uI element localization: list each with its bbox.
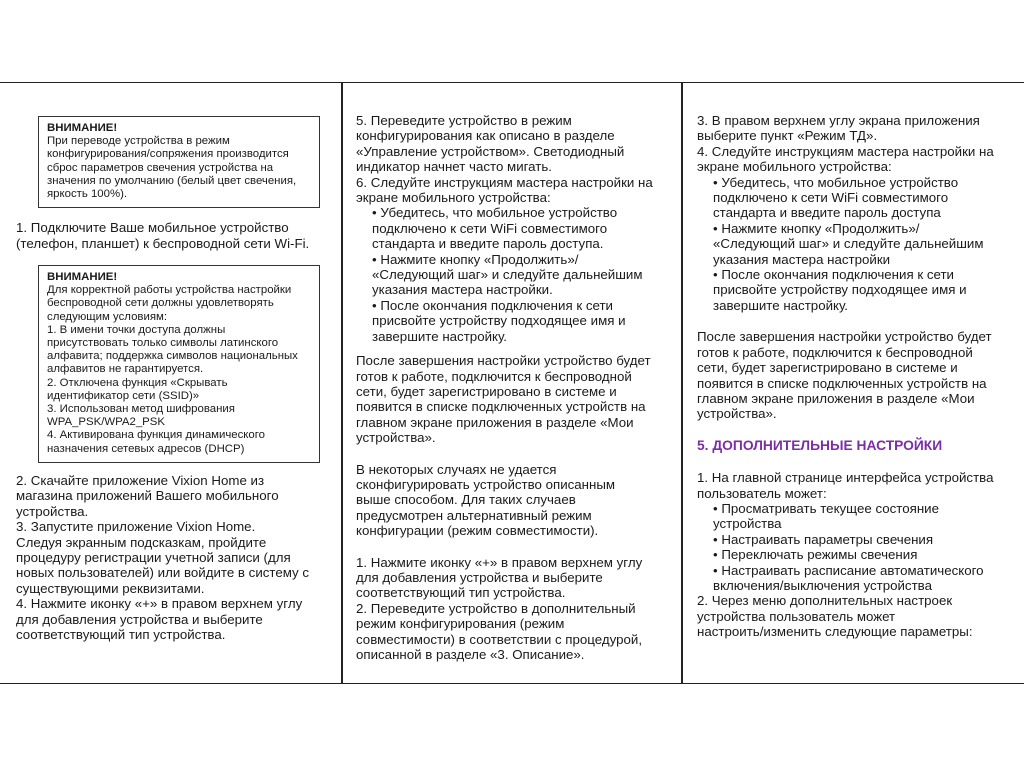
text-line: стандарта и введите пароль доступа.	[372, 236, 604, 252]
text-line: 1. На главной странице интерфейса устройства	[697, 470, 994, 486]
text-line: сети, будет зарегистрировано в системе и	[356, 383, 617, 399]
text-line: описанной в разделе «3. Описание».	[356, 647, 585, 662]
text-line: экране мобильного устройства:	[356, 190, 551, 206]
text-line: • Убедитесь, что мобильное устройство	[372, 205, 618, 221]
text-line: После завершения настройки устройство будет	[356, 353, 651, 369]
text-line: 1. Подключите Ваше мобильное устройство	[16, 220, 289, 236]
text-line: настроить/изменить следующие параметры:	[697, 624, 973, 640]
wizard-bullets	[356, 205, 678, 344]
text-line: стандарта и введите пароль доступа	[713, 205, 941, 221]
text-line: WPA_PSK/WPA2_PSK	[47, 416, 165, 429]
text-line: • После окончания подключения к сети	[713, 267, 954, 283]
compat-intro	[356, 462, 678, 539]
text-line: устройства пользователь может	[697, 608, 896, 624]
text-line: соответствующий тип устройства.	[356, 585, 566, 601]
text-line: • Нажмите кнопку «Продолжить»/	[372, 251, 579, 267]
warning-box-1	[38, 116, 320, 208]
text-line: завершите настройку.	[372, 328, 507, 344]
text-line: Следуя экранным подсказкам, пройдите	[16, 534, 267, 550]
text-line: подключено к сети WiFi совместимого	[372, 220, 608, 236]
text-line: конфигурирования/сопряжения производится	[47, 148, 289, 161]
text-line: присутствовать только символы латинского	[47, 337, 279, 350]
text-line: 5. Переведите устройство в режим	[356, 113, 572, 128]
text-line: «Управление устройством». Светодиодный	[356, 143, 625, 159]
extra-settings-bullets	[697, 501, 1019, 593]
text-line: алфавитов не гарантируется.	[47, 363, 204, 376]
text-line: • Переключать режимы свечения	[713, 547, 918, 563]
text-line: 1. Нажмите иконку «+» в правом верхнем углу	[356, 554, 643, 570]
text-line: устройства.	[16, 503, 89, 519]
column-3	[697, 83, 1019, 640]
text-line: соответствующий тип устройства.	[16, 626, 226, 642]
column-divider	[681, 83, 683, 683]
wizard-bullets	[697, 175, 1019, 314]
text-line: указания мастера настройки.	[372, 282, 553, 298]
text-line: яркость 100%).	[47, 188, 128, 201]
text-line: предусмотрен альтернативный режим	[356, 507, 592, 523]
text-line: назначения сетевых адресов (DHCP)	[47, 442, 245, 455]
text-line: 2. Через меню дополнительных настроек	[697, 593, 953, 609]
text-line: алфавита; поддержка символов национальных	[47, 350, 298, 363]
steps-5-6	[356, 113, 678, 205]
text-line: новых пользователей) или войдите в систему с	[16, 565, 310, 581]
text-line: завершите настройку.	[713, 297, 848, 313]
text-line: включения/выключения устройства	[713, 577, 932, 593]
text-line: индикатор начнет часто мигать.	[356, 159, 552, 175]
text-line: присвойте устройству подходящее имя и	[713, 282, 967, 298]
column-1	[16, 83, 338, 642]
text-line: 2. Скачайте приложение Vixion Home из	[16, 472, 265, 488]
text-line: выше способом. Для таких случаев	[356, 492, 576, 508]
column-2	[356, 83, 678, 662]
text-line: (телефон, планшет) к беспроводной сети Wi-Fi.	[16, 235, 310, 251]
text-line: 3. Запустите приложение Vixion Home.	[16, 519, 256, 535]
text-line: следующим условиям:	[47, 310, 167, 323]
text-line: беспроводной сети должны удовлетворять	[47, 297, 274, 310]
text-line: совместимости) в соответствии с процедурой,	[356, 631, 643, 647]
text-line: • Настраивать расписание автоматического	[713, 562, 984, 578]
text-line: устройства	[713, 516, 782, 532]
text-line: «Следующий шаг» и следуйте дальнейшим	[372, 267, 643, 283]
text-line: устройства».	[356, 430, 436, 446]
text-line: главном экране приложения в разделе «Мои	[697, 390, 975, 406]
warning-box-2	[38, 265, 320, 463]
text-line: 2. Переведите устройство в дополнительный	[356, 600, 636, 616]
warning-text	[47, 284, 311, 456]
warning-title: ВНИМАНИЕ!	[47, 122, 118, 134]
completion-text	[697, 329, 1019, 421]
text-line: 4. Нажмите иконку «+» в правом верхнем углу	[16, 596, 303, 612]
text-line: 1. В имени точки доступа должны	[47, 323, 226, 336]
manual-page	[0, 82, 1024, 684]
text-line: сброс параметров свечения устройства на	[47, 161, 274, 174]
section-heading: 5. ДОПОЛНИТЕЛЬНЫЕ НАСТРОЙКИ	[697, 437, 943, 453]
text-line: процедуру регистрации учетной записи (для	[16, 549, 291, 565]
text-line: значения по умолчанию (белый цвет свечения,	[47, 174, 297, 187]
steps-2-4	[16, 473, 338, 642]
text-line: • Нажмите кнопку «Продолжить»/	[713, 220, 920, 236]
text-line: пользователь может:	[697, 485, 827, 501]
text-line: устройства».	[697, 406, 777, 422]
text-line: В некоторых случаях не удается	[356, 461, 557, 477]
text-line: главном экране приложения в разделе «Мои	[356, 414, 634, 430]
text-line: для добавления устройства и выберите	[356, 569, 603, 585]
text-line: 3. В правом верхнем углу экрана приложения	[697, 113, 980, 128]
warning-title: ВНИМАНИЕ!	[47, 271, 118, 284]
text-line: экране мобильного устройства:	[697, 159, 892, 175]
extra-settings-intro	[697, 470, 1019, 501]
column-divider	[341, 83, 343, 683]
text-line: 4. Следуйте инструкциям мастера настройки на	[697, 143, 994, 159]
text-line: 4. Активирована функция динамического	[47, 429, 265, 442]
text-line: магазина приложений Вашего мобильного	[16, 488, 279, 504]
text-line: • Убедитесь, что мобильное устройство	[713, 174, 959, 190]
text-line: конфигурирования как описано в разделе	[356, 128, 615, 144]
text-line: • Просматривать текущее состояние	[713, 500, 940, 516]
text-line: 2. Отключена функция «Скрывать	[47, 376, 228, 389]
text-line: для добавления устройства и выберите	[16, 611, 263, 627]
steps-3-4	[697, 113, 1019, 175]
text-line: Для корректной работы устройства настройки	[47, 284, 292, 297]
text-line: • Настраивать параметры свечения	[713, 531, 934, 547]
text-line: существующими реквизитами.	[16, 580, 205, 596]
text-line: При переводе устройства в режим	[47, 135, 230, 148]
text-line: идентификатор сети (SSID)»	[47, 389, 200, 402]
text-line: режим конфигурирования (режим	[356, 616, 565, 632]
text-line: выберите пункт «Режим ТД».	[697, 128, 878, 144]
compat-steps	[356, 555, 678, 663]
text-line: готов к работе, подключится к беспроводной	[356, 368, 632, 384]
step-1	[16, 220, 338, 251]
text-line: 3. Использован метод шифрования	[47, 403, 235, 416]
text-line: появится в списке подключенных устройств на	[697, 375, 987, 391]
text-line: «Следующий шаг» и следуйте дальнейшим	[713, 236, 984, 252]
text-line: готов к работе, подключится к беспроводной	[697, 344, 973, 360]
text-line: сети, будет зарегистрировано в системе и	[697, 360, 958, 376]
text-line: После завершения настройки устройство будет	[697, 329, 992, 345]
text-line: конфигурации (режим совместимости).	[356, 523, 599, 539]
warning-text	[47, 135, 311, 201]
text-line: появится в списке подключенных устройств на	[356, 399, 646, 415]
text-line: сконфигурировать устройство описанным	[356, 476, 616, 492]
text-line: подключено к сети WiFi совместимого	[713, 190, 949, 206]
text-line: 6. Следуйте инструкциям мастера настройки на	[356, 174, 653, 190]
text-line: • После окончания подключения к сети	[372, 297, 613, 313]
extra-settings-menu	[697, 593, 1019, 639]
completion-text	[356, 353, 678, 445]
text-line: присвойте устройству подходящее имя и	[372, 313, 626, 329]
text-line: указания мастера настройки	[713, 251, 891, 267]
